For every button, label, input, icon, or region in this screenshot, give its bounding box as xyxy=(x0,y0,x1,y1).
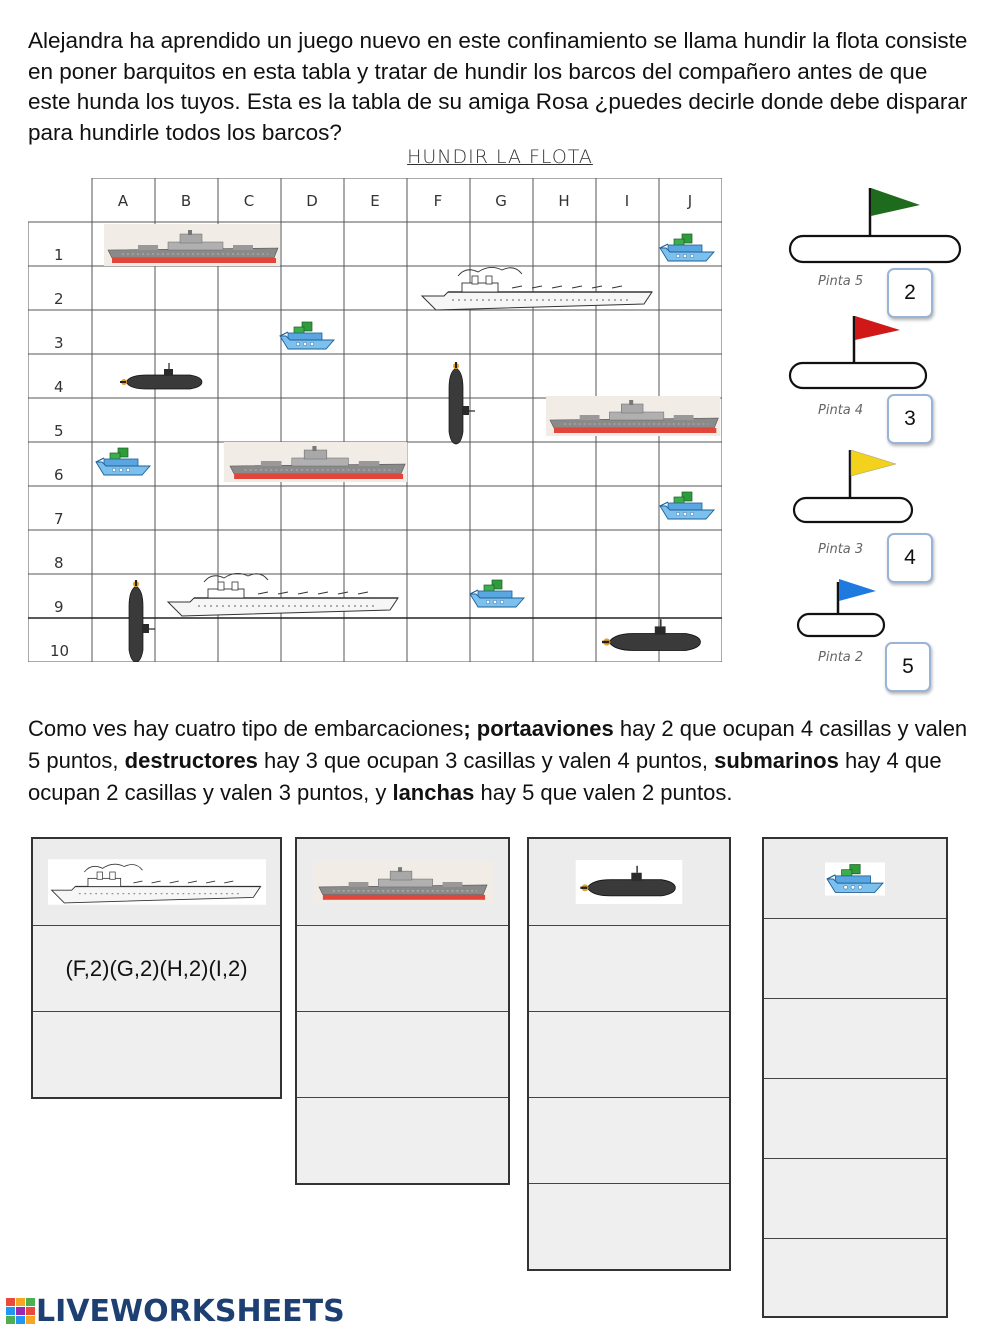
legend-value-pinta5[interactable]: 2 xyxy=(887,268,933,318)
flag-cloth-yellow xyxy=(851,450,896,476)
col-label-a: A xyxy=(117,192,129,210)
destroyer-ship-h5[interactable] xyxy=(546,396,720,436)
boat-answer-5[interactable] xyxy=(764,1238,946,1316)
destroyer-icon xyxy=(313,860,493,904)
submarine-answer-2[interactable] xyxy=(529,1011,729,1097)
col-label-d: D xyxy=(306,192,318,210)
col-label-j: J xyxy=(687,192,693,210)
row-label-1: 1 xyxy=(54,246,64,264)
destroyer-answer-1[interactable] xyxy=(297,925,508,1011)
legend-flags xyxy=(782,180,972,690)
logo-icon xyxy=(6,1298,36,1324)
legend-value-pinta4[interactable]: 3 xyxy=(887,394,933,444)
row-label-7: 7 xyxy=(54,510,64,528)
row-label-9: 9 xyxy=(54,598,64,616)
submarine-answer-3[interactable] xyxy=(529,1097,729,1183)
flag-cloth-red xyxy=(855,316,900,340)
col-label-b: B xyxy=(180,192,192,210)
submarine-answer-1[interactable] xyxy=(529,925,729,1011)
flag-cloth-green xyxy=(871,188,920,216)
liveworksheets-logo[interactable] xyxy=(6,1294,345,1329)
col-label-f: F xyxy=(433,192,443,210)
answer-column-carriers xyxy=(31,837,282,1099)
row-label-6: 6 xyxy=(54,466,64,484)
destroyer-answer-3[interactable] xyxy=(297,1097,508,1183)
answer-column-destroyers xyxy=(295,837,510,1185)
destroyer-ship-a1[interactable] xyxy=(104,224,280,266)
row-label-8: 8 xyxy=(54,554,64,572)
legend-label-pinta4: Pinta 4 xyxy=(818,403,864,418)
col-label-c: C xyxy=(243,192,255,210)
answer-column-submarines xyxy=(527,837,731,1271)
destroyer-header xyxy=(297,839,508,925)
row-label-3: 3 xyxy=(54,334,64,352)
legend-label-pinta5: Pinta 5 xyxy=(818,274,864,289)
col-label-e: E xyxy=(370,192,380,210)
legend-label-pinta3: Pinta 3 xyxy=(818,542,864,557)
row-label-4: 4 xyxy=(54,378,64,396)
grid-title: HUNDIR LA FLOTA xyxy=(407,146,593,168)
intro-text: Alejandra ha aprendido un juego nuevo en este confinamiento se llama hundir la flota consiste en poner barquitos en esta tabla y tratar de hundir los barcos del compañero antes de que este hunda los tuyos. Esta es la tabla de su amiga Rosa ¿puedes decirle donde debe disparar para hundirle todos los barcos? xyxy=(28,28,968,145)
col-label-h: H xyxy=(558,192,570,210)
row-label-5: 5 xyxy=(54,422,64,440)
description-text: Como ves hay cuatro tipo de embarcaciones; portaaviones hay 2 que ocupan 4 casillas y valen 5 puntos, destructores hay 3 que ocupan 3 casillas y valen 4 puntos, submarinos hay 4 que ocupan 2 casillas y valen 3 puntos, y lanchas hay 5 que valen 2 puntos. xyxy=(28,716,968,805)
row-label-10: 10 xyxy=(50,642,70,660)
submarine-answer-4[interactable] xyxy=(529,1183,729,1269)
flag-cloth-blue xyxy=(839,579,876,601)
submarine-header xyxy=(529,839,729,925)
boat-answer-4[interactable] xyxy=(764,1158,946,1238)
flag-icon-red xyxy=(790,316,926,388)
battleship-board xyxy=(28,178,722,662)
destroyer-answer-2[interactable] xyxy=(297,1011,508,1097)
answer-column-boats xyxy=(762,837,948,1318)
boat-answer-2[interactable] xyxy=(764,998,946,1078)
destroyer-ship-c6[interactable] xyxy=(224,442,407,482)
boat-icon xyxy=(825,862,885,896)
legend-value-pinta3[interactable]: 4 xyxy=(887,533,933,583)
flag-icon-yellow xyxy=(794,450,912,522)
carrier-answer-2[interactable] xyxy=(33,1011,280,1097)
legend-value-pinta2[interactable]: 5 xyxy=(885,642,931,692)
carrier-header xyxy=(33,839,280,925)
boat-header xyxy=(764,839,946,918)
col-label-g: G xyxy=(495,192,507,210)
row-label-2: 2 xyxy=(54,290,64,308)
carrier-icon xyxy=(48,854,266,910)
legend-label-pinta2: Pinta 2 xyxy=(818,650,864,665)
flag-icon-green xyxy=(790,188,960,262)
boat-answer-3[interactable] xyxy=(764,1078,946,1158)
carrier-answer-1[interactable]: (F,2)(G,2)(H,2)(I,2) xyxy=(33,925,280,1011)
logo-text: LIVEWORKSHEETS xyxy=(36,1294,345,1329)
col-label-i: I xyxy=(624,192,630,210)
flag-icon-blue xyxy=(798,579,884,636)
boat-answer-1[interactable] xyxy=(764,918,946,998)
board-svg xyxy=(28,178,722,662)
submarine-icon xyxy=(573,860,685,904)
